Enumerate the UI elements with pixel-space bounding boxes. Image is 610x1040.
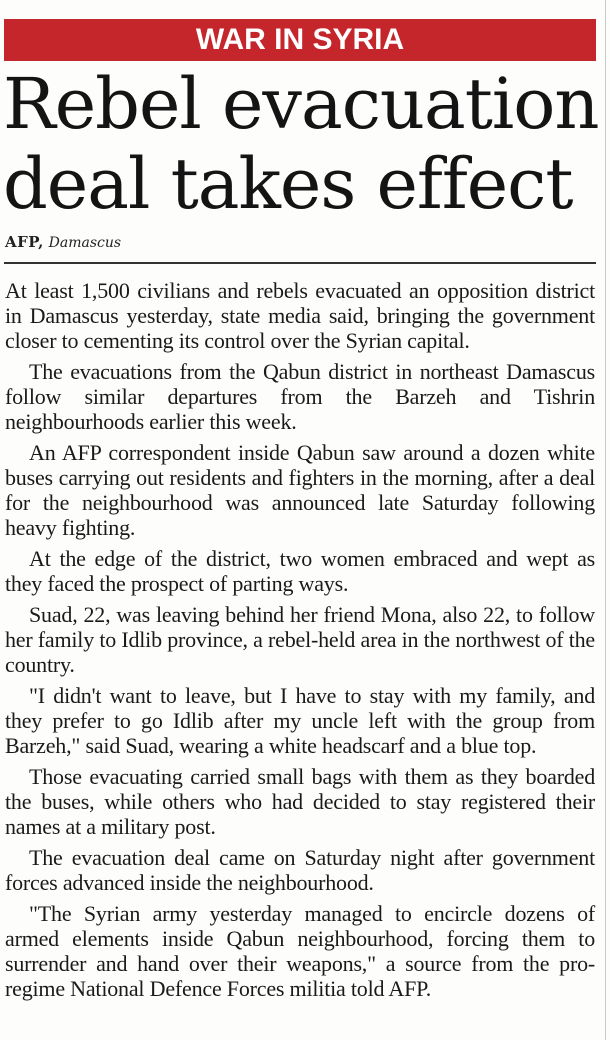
section-kicker: WAR IN SYRIA bbox=[4, 19, 596, 61]
paragraph-5: Suad, 22, was leaving behind her friend Mona, also 22, to follow her family to Idlib province, a rebel-held area in the northwest of the country. bbox=[5, 602, 595, 677]
headline-line-1: Rebel evacuation bbox=[3, 63, 599, 145]
byline bbox=[5, 232, 121, 253]
paragraph-8: The evacuation deal came on Saturday night after government forces advanced inside the neighbourhood. bbox=[5, 845, 595, 895]
paragraph-6: "I didn't want to leave, but I have to stay with my family, and they prefer to go Idlib after my uncle left with the group from Barzeh," said Suad, wearing a white headscarf and a blue top. bbox=[5, 683, 595, 758]
column-divider bbox=[605, 0, 606, 1040]
byline-rule bbox=[4, 262, 596, 264]
article-body bbox=[5, 278, 595, 1007]
paragraph-9: "The Syrian army yesterday managed to encircle dozens of armed elements inside Qabun neighbourhood, forcing them to surrender and hand over their weapons," a source from the pro-regime National Defence Forces militia told AFP. bbox=[5, 901, 595, 1001]
paragraph-4: At the edge of the district, two women embraced and wept as they faced the prospect of parting ways. bbox=[5, 546, 595, 596]
paragraph-2: The evacuations from the Qabun district in northeast Damascus follow similar departures from the Barzeh and Tishrin neighbourhoods earlier this week. bbox=[5, 359, 595, 434]
article-headline bbox=[3, 64, 603, 224]
headline-line-2: deal takes effect bbox=[3, 143, 573, 225]
paragraph-1: At least 1,500 civilians and rebels evacuated an opposition district in Damascus yesterday, state media said, bringing the government closer to cementing its control over the Syrian capital. bbox=[5, 278, 595, 353]
byline-dateline: Damascus bbox=[48, 235, 122, 251]
paragraph-7: Those evacuating carried small bags with them as they boarded the buses, while others who had decided to stay registered their names at a military post. bbox=[5, 764, 595, 839]
byline-agency: AFP, bbox=[5, 233, 44, 251]
paragraph-3: An AFP correspondent inside Qabun saw around a dozen white buses carrying out residents and fighters in the morning, after a deal for the neighbourhood was announced late Saturday following heavy fighting. bbox=[5, 440, 595, 540]
